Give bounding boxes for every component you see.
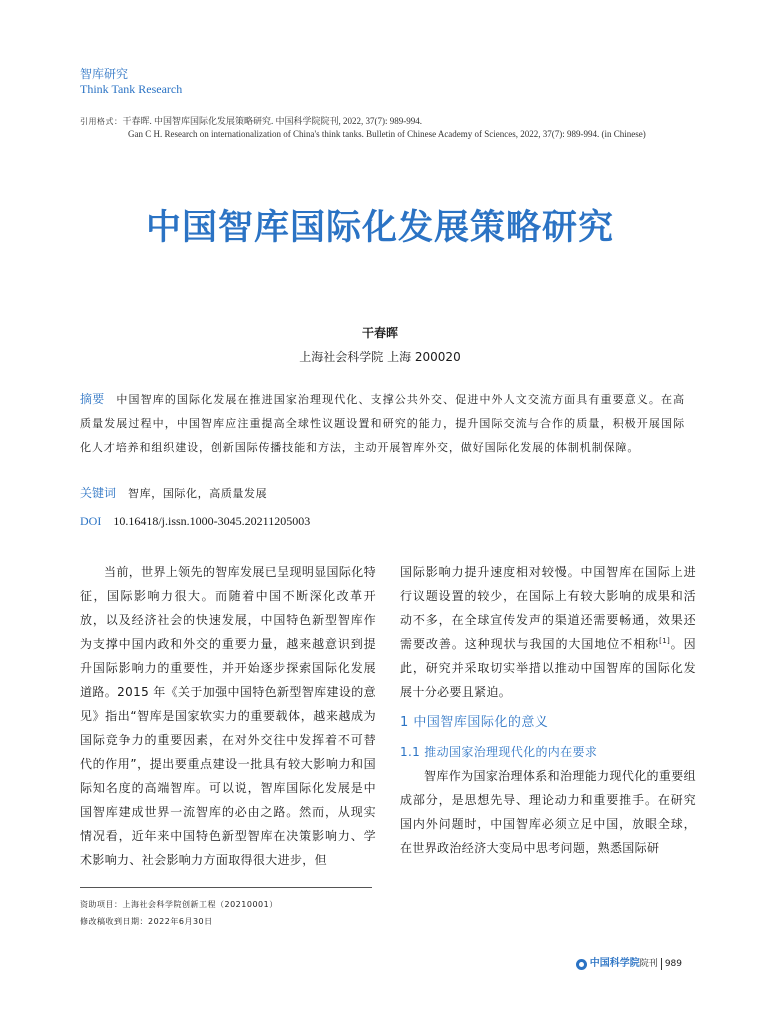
keywords: [80, 483, 685, 504]
citation-label: 引用格式：: [80, 117, 123, 126]
citation-block: [80, 115, 720, 141]
abstract: [80, 387, 685, 460]
doi-label: DOI: [80, 514, 102, 528]
journal-logo-text: 中国科学院: [589, 958, 640, 969]
abstract-label: 摘要: [80, 392, 105, 406]
citation-cn: 干春晖. 中国智库国际化发展策略研究. 中国科学院院刊, 2022, 37(7): 989-994.: [122, 116, 422, 126]
body-paragraph: 当前，世界上领先的智库发展已呈现明显国际化特征，国际影响力很大。而随着中国不断深化改革开放，以及经济社会的快速发展，中国特色新型智库作为支撑中国内政和外交的重要力量，越来越意识到提升国际影响力的重要性，并开始逐步探索国际化发展道路。2015 年《关于加强中国特色新型智库建设的意见》指出“智库是国家软实力的重要载体，越来越成为国际竞争力的重要因素，在对外交往中发挥着不可替代的作用”，提出要重点建设一批具有较大影响力和国际知名度的高端智库。可以说，智库国际化发展是中国智库建成世界一流智库的必由之路。然而，从现实情况看，近年来中国特色新型智库在决策影响力、学术影响力、社会影响力方面取得很大进步，但: [80, 565, 376, 867]
body-paragraph: [400, 560, 696, 704]
body-column-right: [400, 560, 696, 860]
doi-link[interactable]: 10.16418/j.issn.1000-3045.20211205003: [113, 514, 311, 528]
keywords-text: 智库，国际化，高质量发展: [128, 487, 268, 500]
page-number: 989: [664, 959, 682, 969]
author-affiliation: 上海社会科学院 上海 200020: [299, 350, 461, 364]
reference-citation[interactable]: [1]: [659, 637, 671, 645]
page-footer: [576, 957, 682, 971]
journal-logo: [576, 957, 640, 971]
body-column-left: [80, 560, 376, 872]
funding-note: 资助项目：上海社会科学院创新工程（20210001）: [80, 900, 278, 909]
section-label-cn: 智库研究: [80, 67, 129, 81]
abstract-text: 中国智库的国际化发展在推进国家治理现代化、支撑公共外交、促进中外人文交流方面具有重要意义。在高质量发展过程中，中国智库应注重提高全球性议题设置和研究的能力，提升国际交流与合作的质量，积极开展国际化人才培养和组织建设，创新国际传播技能和方法，主动开展智库外交，做好国际化发展的体制机制保障。: [80, 393, 685, 454]
article-title: 中国智库国际化发展策略研究: [145, 208, 614, 248]
cas-emblem-icon: [576, 959, 587, 970]
footnote-divider: [80, 887, 372, 888]
citation-en: Gan C H. Research on internationalization of China's think tanks. Bulletin of Chinese Academy of Sciences, 2022, 37(7): 989-994. (in Chinese): [128, 129, 646, 139]
paragraph-text: 。因此，研究并采取切实举措以推动中国智库的国际化发展十分必要且紧迫。: [400, 637, 696, 699]
body-paragraph: 智库作为国家治理体系和治理能力现代化的重要组成部分，是思想先导、理论动力和重要推手。在研究国内外问题时，中国智库必须立足中国，放眼全球，在世界政治经济大变局中思考问题，熟悉国际研: [400, 769, 696, 855]
section-label: [80, 67, 182, 97]
section-heading: 1 中国智库国际化的意义: [400, 715, 549, 730]
footnotes: [80, 896, 278, 930]
author-name: 干春晖: [361, 326, 398, 340]
received-date: 修改稿收到日期：2022年6月30日: [80, 917, 213, 926]
paragraph-text: 国际影响力提升速度相对较慢。中国智库在国际上进行议题设置的较少，在国际上有较大影响的成果和活动不多，在全球宣传发声的渠道还需要畅通，效果还需要改善。这种现状与我国的大国地位不相称: [400, 565, 696, 651]
section-label-en: Think Tank Research: [80, 82, 183, 96]
doi: [80, 511, 310, 531]
subsection-heading: 1.1 推动国家治理现代化的内在要求: [400, 745, 598, 759]
keywords-label: 关键词: [80, 486, 117, 500]
citation-line-cn: [80, 115, 720, 128]
journal-suffix: 院刊: [639, 959, 658, 969]
footer-separator: [661, 958, 662, 970]
